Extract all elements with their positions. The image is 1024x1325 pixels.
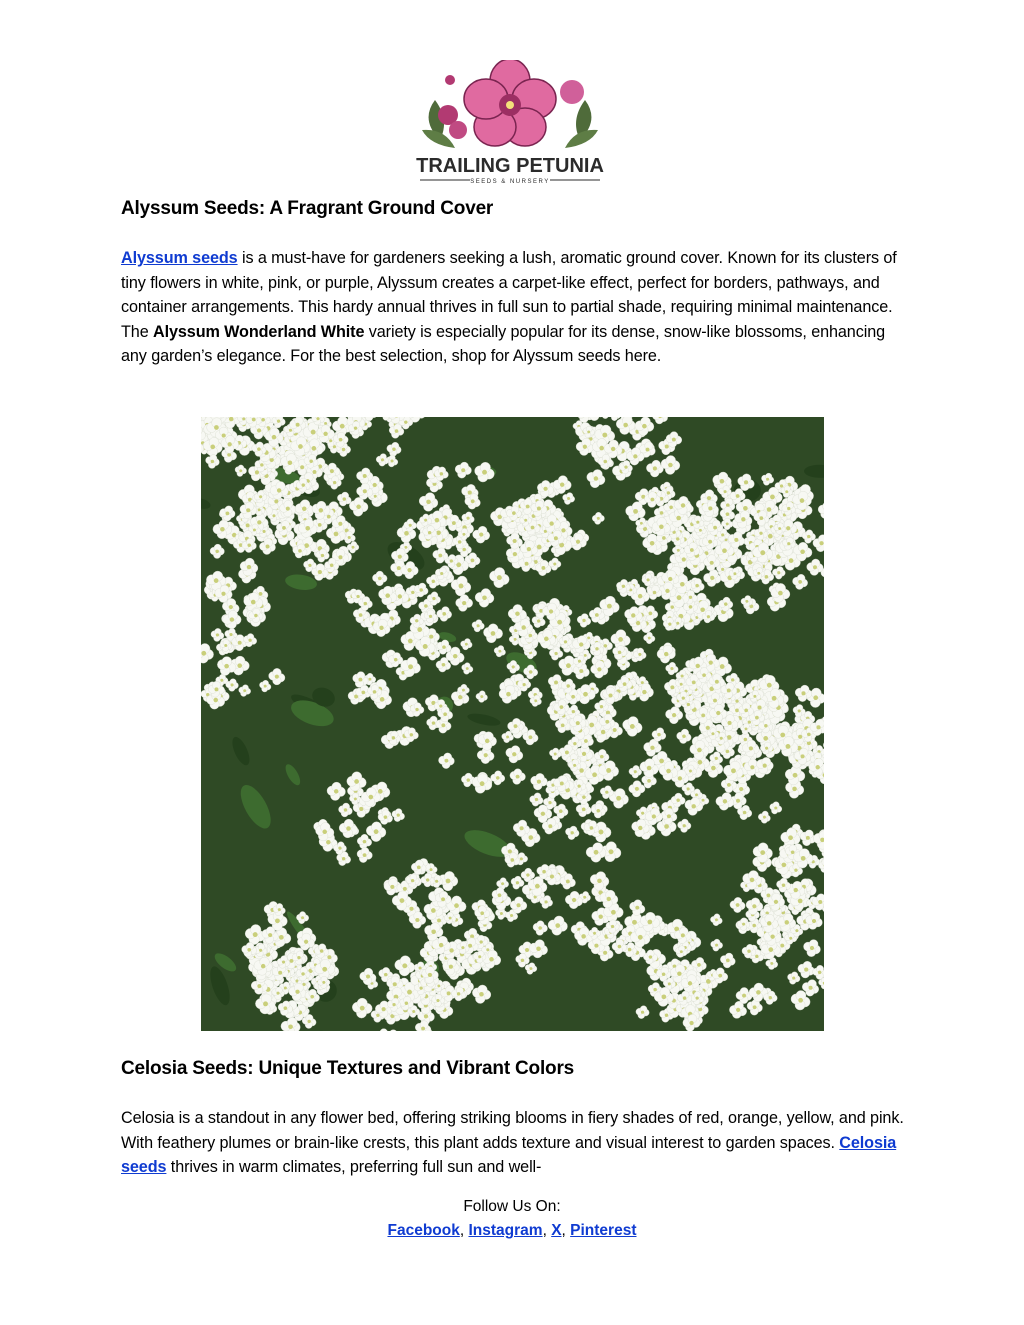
separator: , bbox=[459, 1222, 469, 1239]
brand-logo bbox=[400, 60, 620, 190]
alyssum-heading: Alyssum Seeds: A Fragrant Ground Cover bbox=[121, 198, 494, 219]
social-links bbox=[0, 1222, 1024, 1240]
alyssum-flowers-image bbox=[201, 417, 824, 1031]
alyssum-variety-bold: Alyssum Wonderland White bbox=[153, 322, 365, 341]
brand-tagline: SEEDS & NURSERY bbox=[470, 179, 550, 185]
follow-us-label: Follow Us On: bbox=[463, 1198, 561, 1215]
alyssum-paragraph bbox=[121, 246, 911, 369]
facebook-link[interactable]: Facebook bbox=[387, 1222, 460, 1239]
alyssum-text-2: variety is especially popular for its dense, snow-like blossoms, enhancing any garden’s elegance. For the best selection, shop for Alyssum seeds here. bbox=[121, 322, 886, 365]
brand-name: TRAILING PETUNIA bbox=[416, 155, 604, 177]
celosia-text-2: thrives in warm climates, preferring full sun and well- bbox=[166, 1158, 542, 1176]
separator: , bbox=[561, 1222, 571, 1239]
celosia-seeds-link[interactable]: Celosia seeds bbox=[121, 1133, 897, 1176]
celosia-heading: Celosia Seeds: Unique Textures and Vibrant Colors bbox=[121, 1058, 575, 1079]
alyssum-text-1: is a must-have for gardeners seeking a lush, aromatic ground cover. Known for its clusters of tiny flowers in white, pink, or purple, Alyssum creates a carpet-like effect, perfect for borders, pathways, and container arrangements. This hardy annual thrives in full sun to partial shade, requiring minimal maintenance. The bbox=[121, 249, 897, 341]
alyssum-seeds-link[interactable]: Alyssum seeds bbox=[121, 249, 238, 267]
separator: , bbox=[542, 1222, 552, 1239]
pinterest-link[interactable]: Pinterest bbox=[570, 1222, 637, 1239]
instagram-link[interactable]: Instagram bbox=[468, 1222, 543, 1239]
petunia-logo-icon bbox=[400, 60, 620, 190]
alyssum-photo bbox=[201, 417, 824, 1031]
celosia-paragraph bbox=[121, 1106, 911, 1180]
x-link[interactable]: X bbox=[551, 1222, 562, 1239]
celosia-text-1: Celosia is a standout in any flower bed, offering striking blooms in fiery shades of red, orange, yellow, and pink. With feathery plumes or brain-like crests, this plant adds texture and visual interest to garden spaces. bbox=[121, 1109, 904, 1152]
